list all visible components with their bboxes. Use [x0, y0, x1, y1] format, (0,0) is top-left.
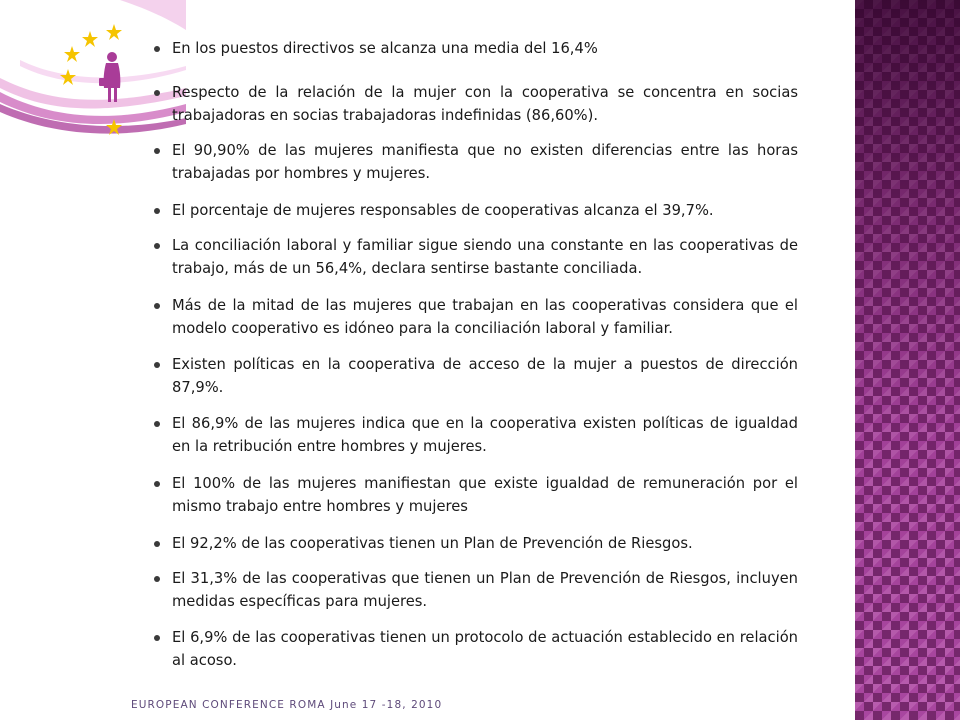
side-strip-shade	[855, 0, 960, 720]
bullet-item: El 31,3% de las cooperativas que tienen un Plan de Prevención de Riesgos, incluyen medidas específicas para mujeres.	[150, 568, 798, 613]
bullet-item: En los puestos directivos se alcanza una media del 16,4%	[150, 38, 798, 61]
conference-footer: EUROPEAN CONFERENCE ROMA June 17 -18, 2010	[131, 699, 443, 711]
bullet-item: El 92,2% de las cooperativas tienen un Plan de Prevención de Riesgos.	[150, 533, 798, 556]
bullet-item: La conciliación laboral y familiar sigue siendo una constante en las cooperativas de trabajo, más de un 56,4%, declara sentirse bastante conciliada.	[150, 235, 798, 280]
bullet-item: Respecto de la relación de la mujer con la cooperativa se concentra en socias trabajadoras en socias trabajadoras indefinidas (86,60%).	[150, 82, 798, 127]
bullet-item: El 90,90% de las mujeres manifiesta que no existen diferencias entre las horas trabajadas por hombres y mujeres.	[150, 140, 798, 185]
bullet-item: Más de la mitad de las mujeres que trabajan en las cooperativas considera que el modelo cooperativo es idóneo para la conciliación laboral y familiar.	[150, 295, 798, 340]
bullet-item: El 86,9% de las mujeres indica que en la cooperativa existen políticas de igualdad en la retribución entre hombres y mujeres.	[150, 413, 798, 458]
bullet-item: Existen políticas en la cooperativa de acceso de la mujer a puestos de dirección 87,9%.	[150, 354, 798, 399]
bullet-item: El 100% de las mujeres manifiestan que existe igualdad de remuneración por el mismo trabajo entre hombres y mujeres	[150, 473, 798, 518]
bullet-item: El porcentaje de mujeres responsables de cooperativas alcanza el 39,7%.	[150, 200, 798, 223]
bullet-item: El 6,9% de las cooperativas tienen un protocolo de actuación establecido en relación al acoso.	[150, 627, 798, 672]
